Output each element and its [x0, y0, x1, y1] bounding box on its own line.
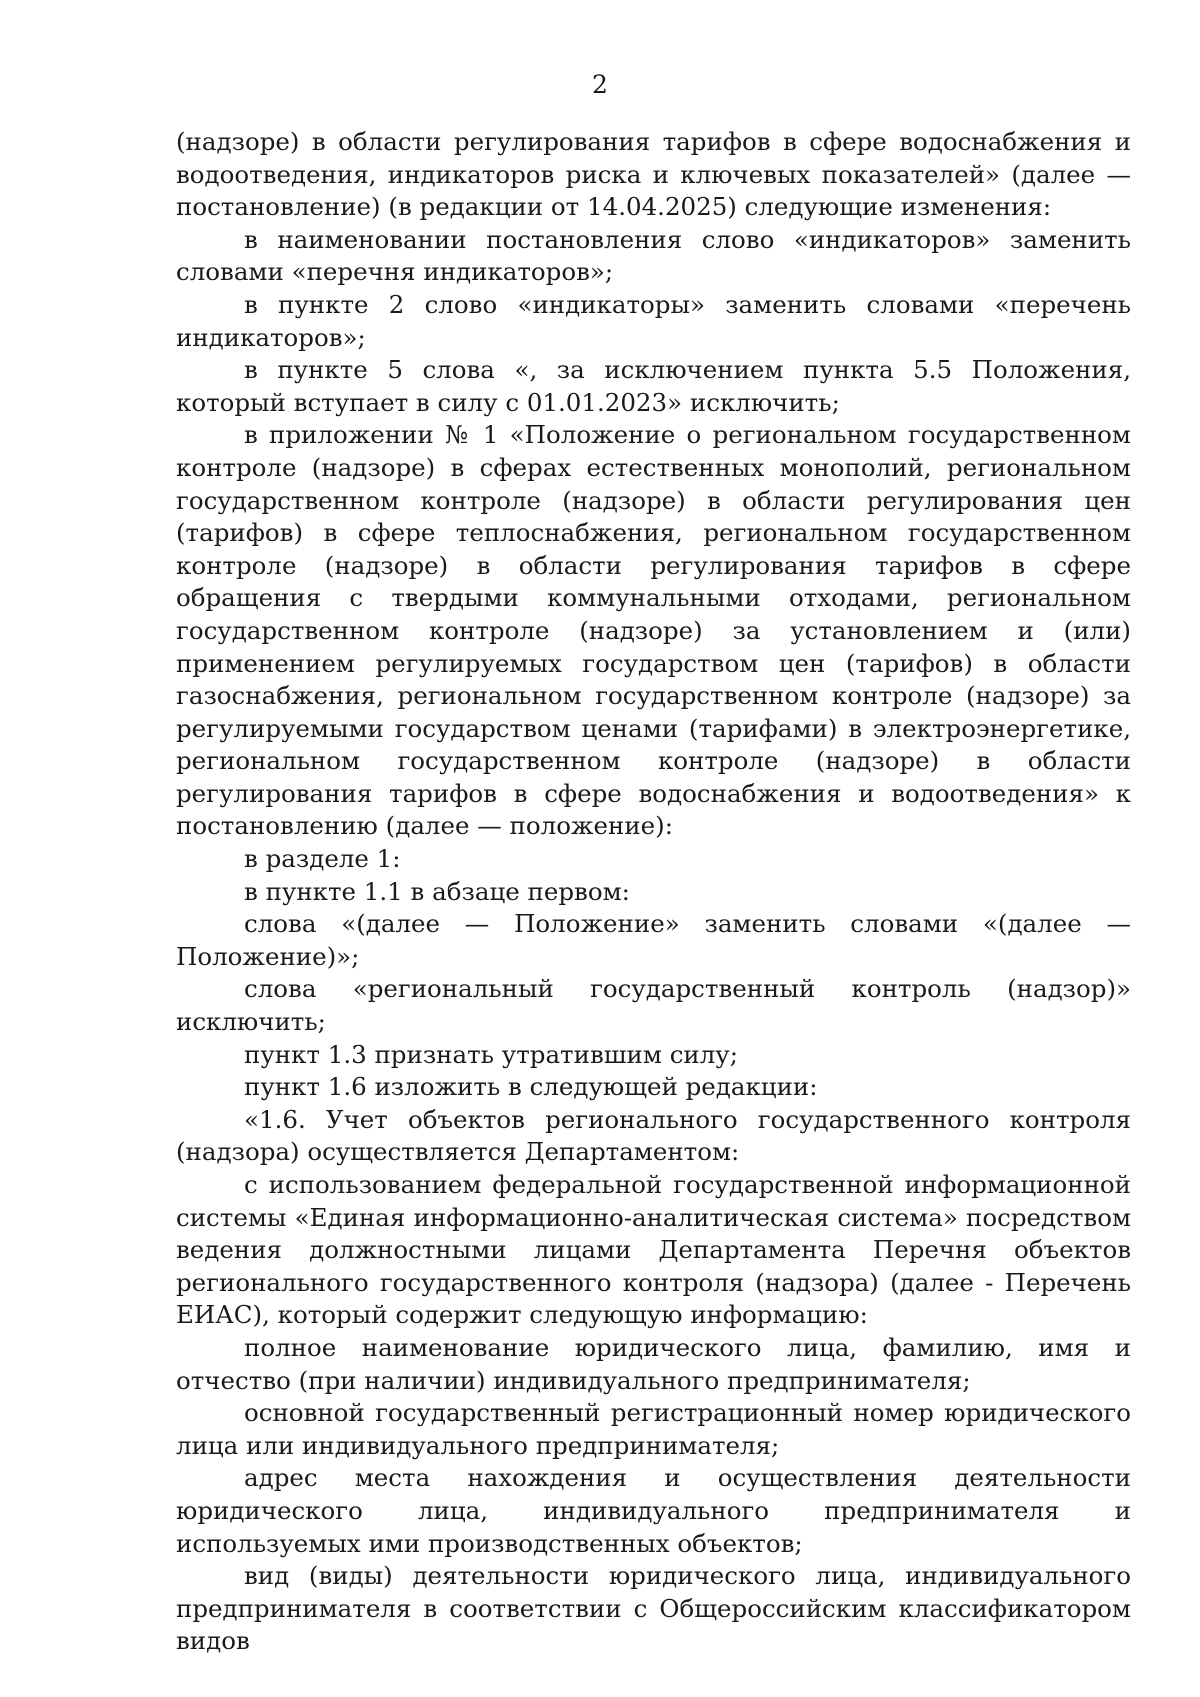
- document-body: [176, 126, 1131, 1658]
- paragraph: адрес места нахождения и осуществления деятельности юридического лица, индивидуального предпринимателя и используемых ими производственных объектов;: [176, 1463, 1131, 1558]
- paragraph: пункт 1.6 изложить в следующей редакции:: [244, 1072, 818, 1102]
- page-number: 2: [592, 70, 608, 99]
- paragraph: в разделе 1:: [244, 844, 401, 874]
- paragraph: в наименовании постановления слово «индикаторов» заменить словами «перечня индикаторов»;: [176, 224, 1131, 287]
- paragraph: полное наименование юридического лица, фамилию, имя и отчество (при наличии) индивидуального предпринимателя;: [176, 1332, 1131, 1395]
- paragraph: с использованием федеральной государственной информационной системы «Единая информационно-аналитическая система» посредством ведения должностными лицами Департамента Перечня объектов регионального государственного контроля (надзора) (далее - Перечень ЕИАС), который содержит следующую информацию:: [176, 1170, 1131, 1330]
- paragraph: в приложении № 1 «Положение о региональном государственном контроле (надзоре) в сферах естественных монополий, региональном государственном контроле (надзоре) в области регулирования цен (тарифов) в сфере теплоснабжения, региональном государственном контроле (надзоре) в области регулирования тарифов в сфере обращения с твердыми коммунальными отходами, региональном государственном контроле (надзоре) за установлением и (или) применением регулируемых государством цен (тарифов) в области газоснабжения, региональном государственном контроле (надзоре) за регулируемыми государством ценами (тарифами) в электроэнергетике, региональном государственном контроле (надзоре) в области регулирования тарифов в сфере водоснабжения и водоотведения» к постановлению (далее — положение):: [176, 420, 1131, 841]
- paragraph: вид (виды) деятельности юридического лица, индивидуального предпринимателя в соответствии с Общероссийским классификатором видов: [176, 1561, 1131, 1656]
- paragraph: в пункте 2 слово «индикаторы» заменить словами «перечень индикаторов»;: [176, 289, 1131, 352]
- paragraph: «1.6. Учет объектов регионального государственного контроля (надзора) осуществляется Департаментом:: [176, 1104, 1131, 1167]
- paragraph: слова «(далее — Положение» заменить словами «(далее — Положение)»;: [176, 909, 1131, 971]
- paragraph: в пункте 5 слова «, за исключением пункта 5.5 Положения, который вступает в силу с 01.01.2023» исключить;: [176, 355, 1131, 417]
- paragraph: основной государственный регистрационный номер юридического лица или индивидуального предпринимателя;: [176, 1398, 1131, 1460]
- paragraph: пункт 1.3 признать утратившим силу;: [244, 1039, 738, 1069]
- paragraph: в пункте 1.1 в абзаце первом:: [244, 876, 630, 906]
- paragraph: слова «региональный государственный контроль (надзор)» исключить;: [176, 974, 1131, 1037]
- paragraph-continuation: (надзоре) в области регулирования тарифов в сфере водоснабжения и водоотведения, индикаторов риска и ключевых показателей» (далее — постановление) (в редакции от 14.04.2025) следующие изменения:: [176, 127, 1131, 222]
